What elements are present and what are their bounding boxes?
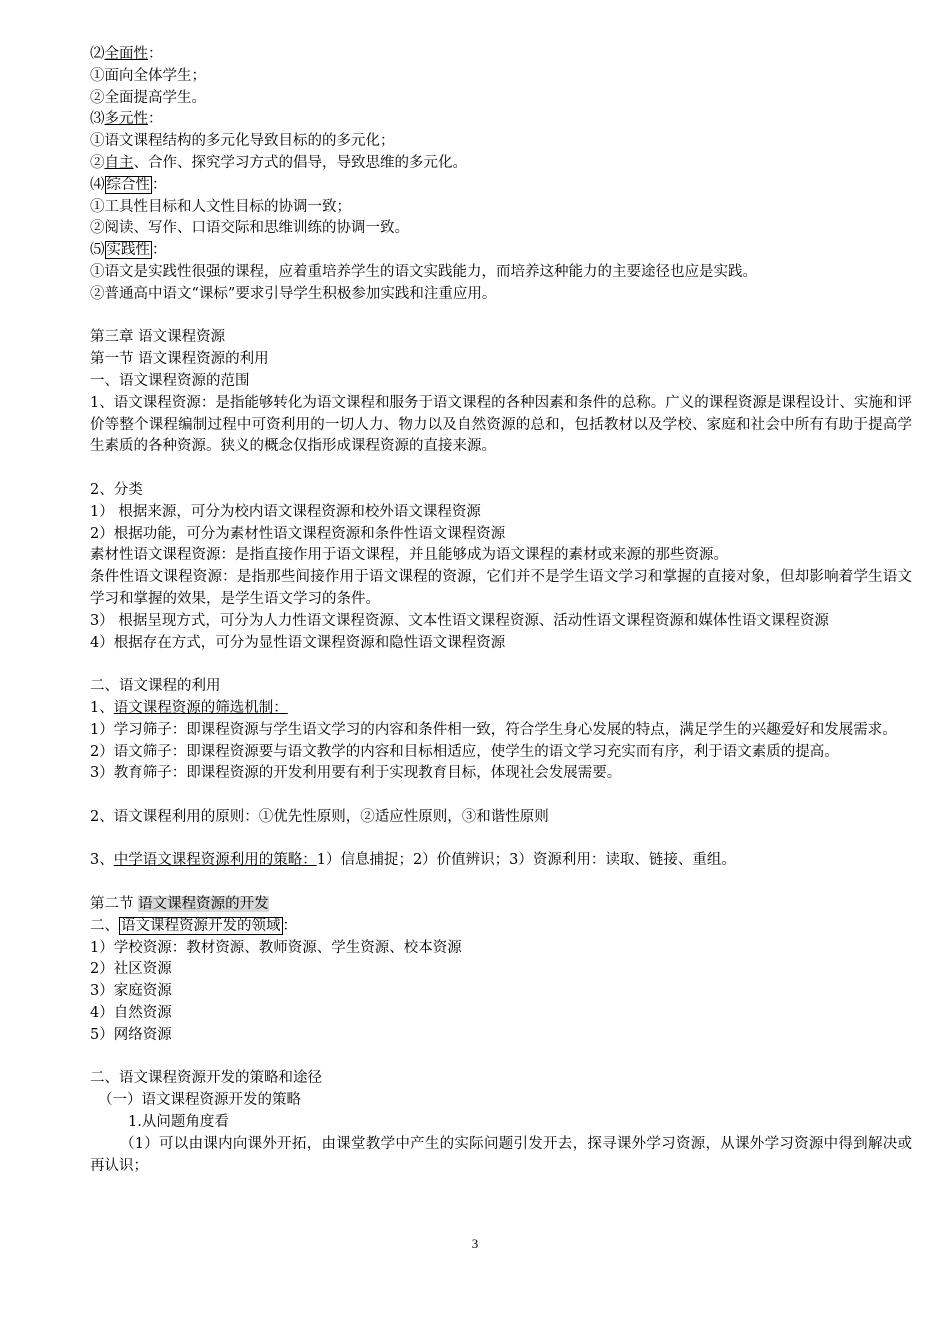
item-keyword: 多元性 <box>104 111 148 128</box>
page-number: 3 <box>471 1236 479 1251</box>
list-item: 1） 根据来源，可分为校内语文课程资源和校外语文课程资源 <box>90 503 481 520</box>
list-item: 1）学校资源：教材资源、教师资源、学生资源、校本资源 <box>90 939 462 956</box>
section-title: 第一节 语文课程资源的利用 <box>90 351 269 368</box>
list-item: 2）根据功能，可分为素材性语文课程资源和条件性语文课程资源 <box>90 525 506 542</box>
subheading: 3、中学语文课程资源利用的策略：1）信息捕捉；2）价值辨识；3）资源利用：读取、链接、重组。 <box>90 852 736 869</box>
subheading: 1.从问题角度看 <box>128 1114 229 1131</box>
list-item: 2）语文筛子：即课程资源要与语文教学的内容和目标相适应，使学生的语文学习充实而有序，利于语文素质的提高。 <box>90 743 839 760</box>
list-item: 2）社区资源 <box>90 961 172 978</box>
blank-line <box>90 785 912 807</box>
text-line: ②全面提高学生。 <box>90 89 206 106</box>
heading: 一、语文课程资源的范围 <box>90 372 250 389</box>
blank-line <box>90 872 912 894</box>
item-number: ⑵ <box>90 46 105 62</box>
item-practicality: ⑸ 实践性 ： <box>90 242 167 259</box>
text-line: ①工具性目标和人文性目标的协调一致； <box>90 198 351 215</box>
document-page <box>90 44 912 1177</box>
heading: 二、语文课程资源开发的策略和途径 <box>90 1070 322 1087</box>
text-line: ②阅读、写作、口语交际和思维训练的协调一致。 <box>90 220 409 237</box>
text-line: ①语文课程结构的多元化导致目标的的多元化； <box>90 133 395 150</box>
blank-line <box>90 458 912 480</box>
heading: 二、 语文课程资源开发的领域 ： <box>90 917 297 934</box>
list-item: 1）学习筛子：即课程资源与学生语文学习的内容和条件相一致，符合学生身心发展的特点，满足学生的兴趣爱好和发展需求。 <box>90 721 897 738</box>
item-comprehensiveness: ⑵全面性： <box>90 46 163 62</box>
item-integration: ⑷ 综合性 ： <box>90 176 167 193</box>
item-diversity: ⑶多元性： <box>90 111 163 128</box>
list-item: 5）网络资源 <box>90 1026 172 1043</box>
paragraph: 1、语文课程资源：是指能够转化为语文课程和服务于语文课程的各种因素和条件的总称。广义的课程资源是课程设计、实施和评价等整个课程编制过程中可资利用的一切人力、物力以及自然资源的总和，包括教材以及学校、家庭和社会中所有有助于提高学生素质的各种资源。狭义的概念仅指形成课程资源的直接来源。 <box>90 394 912 455</box>
blank-line <box>90 1047 912 1069</box>
list-item: 4）根据存在方式，可分为显性语文课程资源和隐性语文课程资源 <box>90 634 506 651</box>
item-keyword: 全面性 <box>104 46 148 62</box>
item-keyword: 综合性 <box>106 176 150 193</box>
text-line: 素材性语文课程资源：是指直接作用于语文课程，并且能够成为语文课程的素材或来源的那些资源。 <box>90 547 728 564</box>
section-title: 第二节 语文课程资源的开发 <box>90 896 269 913</box>
blank-line <box>90 306 912 328</box>
heading: 2、分类 <box>90 481 143 498</box>
list-item: 4）自然资源 <box>90 1005 172 1022</box>
list-item: 3） 根据呈现方式，可分为人力性语文课程资源、文本性语文课程资源、活动性语文课程资源和媒体性语文课程资源 <box>90 612 829 629</box>
heading: 二、语文课程的利用 <box>90 678 221 695</box>
item-keyword: 实践性 <box>106 242 150 259</box>
subheading: 2、语文课程利用的原则：①优先性原则，②适应性原则，③和谐性原则 <box>90 808 549 825</box>
list-item: 3）教育筛子：即课程资源的开发利用要有利于实现教育目标，体现社会发展需要。 <box>90 765 622 782</box>
item-number: ⑸ <box>90 242 105 259</box>
list-item: 3）家庭资源 <box>90 983 172 1000</box>
blank-line <box>90 829 912 851</box>
item-number: ⑶ <box>90 111 105 128</box>
text-line: ②自主、合作、探究学习方式的倡导，导致思维的多元化。 <box>90 154 467 171</box>
text-line: ①语文是实践性很强的课程，应着重培养学生的语文实践能力，而培养这种能力的主要途径也应是实践。 <box>90 263 757 280</box>
blank-line <box>90 654 912 676</box>
subheading: （一）语文课程资源开发的策略 <box>98 1092 301 1109</box>
item-number: ⑷ <box>90 176 105 193</box>
text-line: ①面向全体学生； <box>90 67 206 84</box>
chapter-title: 第三章 语文课程资源 <box>90 329 226 346</box>
paragraph: 条件性语文课程资源：是指那些间接作用于语文课程的资源，它们并不是学生语文学习和掌握的直接对象，但却影响着学生语文学习和掌握的效果，是学生语文学习的条件。 <box>90 569 912 607</box>
paragraph: （1）可以由课内向课外开拓，由课堂教学中产生的实际问题引发开去，探寻课外学习资源，从课外学习资源中得到解决或再认识； <box>90 1135 912 1174</box>
subheading: 1、语文课程资源的筛选机制： <box>90 699 288 716</box>
text-line: ②普通高中语文“课标”要求引导学生积极参加实践和注重应用。 <box>90 285 497 302</box>
